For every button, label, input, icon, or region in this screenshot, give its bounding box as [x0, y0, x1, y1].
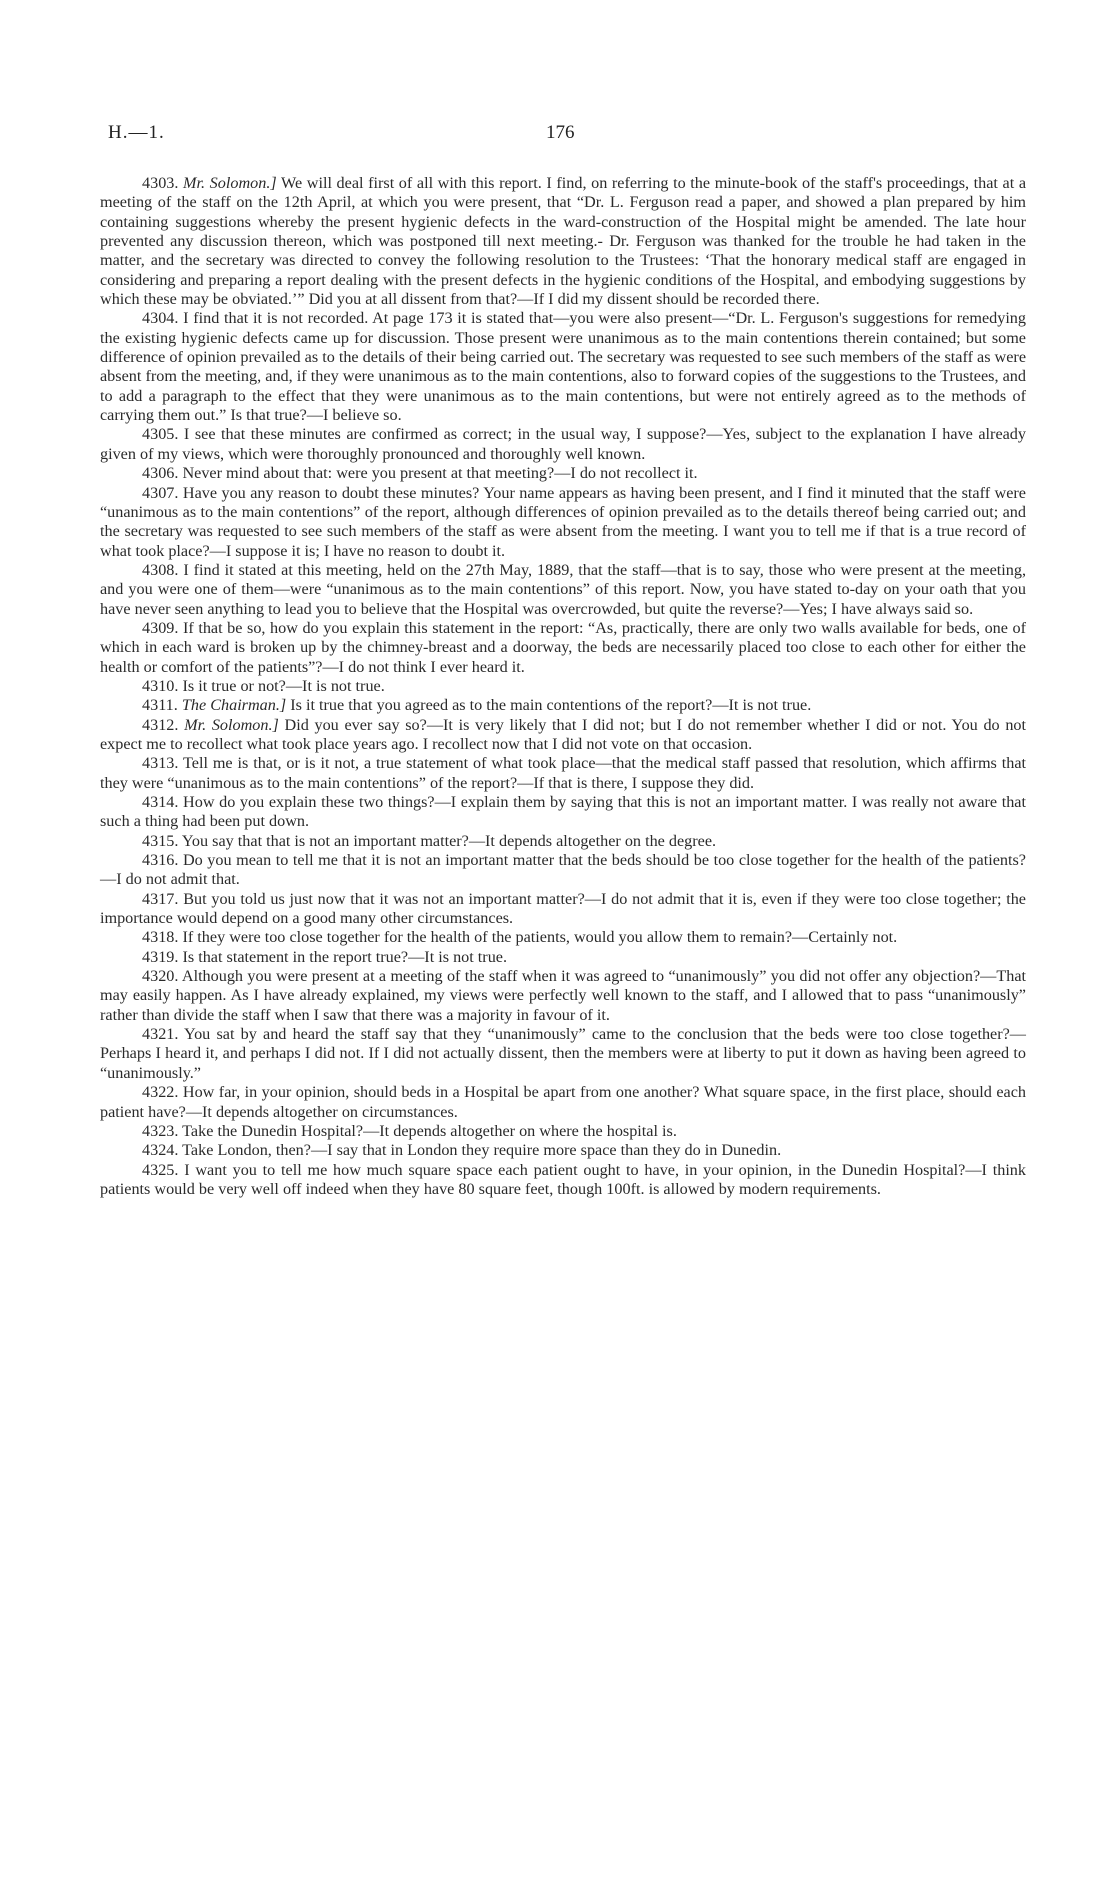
question-text: We will deal first of all with this report. I find, on referring to the minute-book of the staff's proceedings, that at a meeting of the staff on the 12th April, at which you were present, that “Dr. L. Ferguson read a paper, and showed a plan prepared by him containing suggestions whereby the present hygienic defects in the ward-construction of the Hospital might be amended. The late hour prevented any discussion thereon, which was postponed till next meeting.- Dr. Ferguson was thanked for the trouble he had taken in the matter, and the secretary was directed to convey the following resolution to the Trustees: ‘That the honorary medical staff are engaged in considering and preparing a report dealing with the present defects in the hygienic conditions of the Hospital, and embodying suggestions by which these may be obviated.’” Did you at all dissent from that?—If I did my dissent should be recorded there.: [100, 174, 1027, 309]
question-number: 4312.: [142, 715, 179, 734]
question-4304: [100, 309, 1026, 425]
speaker: Mr. Solomon.]: [183, 174, 277, 192]
question-number: 4323.: [142, 1121, 179, 1140]
question-number: 4306.: [142, 464, 179, 483]
transcript-body: [100, 174, 1026, 1199]
question-text: But you told us just now that it was not an important matter?—I do not admit that it is, even if they were too close together; the importance would depend on a good many other circumstances.: [100, 889, 1026, 928]
question-text: How far, in your opinion, should beds in a Hospital be apart from one another? What square space, in the first place, should each patient have?—It depends altogether on circumstances.: [100, 1083, 1026, 1121]
question-number: 4314.: [142, 793, 179, 811]
question-number: 4319.: [142, 947, 179, 966]
question-number: 4310.: [142, 676, 179, 695]
question-text: Is it true that you agreed as to the main contentions of the report?—It is not true.: [286, 696, 812, 715]
question-4320: [100, 967, 1026, 1025]
question-text: Have you any reason to doubt these minutes? Your name appears as having been present, and I find it minuted that the staff were “unanimous as to the main contentions” of the report, although differences of opinion prevailed as to the details thereof being carried out; and the secretary was requested to see such members of the staff as were absent from the meeting. I want you to tell me if that is a true record of what took place?—I suppose it is; I have no reason to doubt it.: [100, 483, 1026, 560]
question-number: 4304.: [142, 309, 179, 328]
question-number: 4321.: [142, 1025, 179, 1044]
question-4306: [100, 464, 1026, 483]
page-number: 176: [546, 122, 575, 143]
speaker: Mr. Solomon.]: [184, 715, 279, 734]
question-4316: [100, 851, 1026, 890]
question-text: If that be so, how do you explain this statement in the report: “As, practically, there are only two walls available for beds, one of which in each ward is broken up by the chimney-breast and a doorway, the beds are necessarily placed too close to each other for either the health or comfort of the patients”?—I do not think I ever heard it.: [100, 618, 1026, 676]
question-number: 4320.: [142, 967, 179, 986]
question-text: Is that statement in the report true?—It is not true.: [178, 947, 508, 966]
question-4309: [100, 619, 1026, 677]
question-text: Do you mean to tell me that it is not an important matter that the beds should be too close together for the health of the patients?—I do not admit that.: [100, 851, 1026, 889]
question-number: 4322.: [142, 1083, 179, 1102]
question-4315: [100, 832, 1026, 851]
question-text: Although you were present at a meeting of the staff when it was agreed to “unanimously” you did not offer any objection?—That may easily happen. As I have already explained, my views were perfectly well known to the staff, and I allowed that to pass “unanimously” rather than divide the staff when I saw that there was a majority in favour of it.: [100, 967, 1026, 1024]
question-number: 4305.: [142, 425, 179, 444]
question-4317: [100, 890, 1026, 929]
question-text: How do you explain these two things?—I explain them by saying that this is not an important matter. I was really not aware that such a thing had been put down.: [100, 793, 1026, 831]
question-text: Did you ever say so?—It is very likely that I did not; but I do not remember whether I did or not. You do not expect me to recollect what took place years ago. I recollect now that I did not vote on that occasion.: [100, 715, 1027, 753]
question-text: Never mind about that: were you present at that meeting?—I do not recollect it.: [178, 464, 698, 483]
question-number: 4318.: [142, 928, 179, 947]
report-reference: H.—1.: [108, 122, 165, 143]
question-4312: [100, 716, 1026, 755]
question-number: 4307.: [142, 483, 179, 502]
question-text: I see that these minutes are confirmed as correct; in the usual way, I suppose?—Yes, subject to the explanation I have already given of my views, which were thoroughly pronounced and thoroughly well known.: [100, 425, 1026, 463]
speaker: The Chairman.]: [181, 696, 287, 715]
question-text: Take the Dunedin Hospital?—It depends altogether on where the hospital is.: [178, 1121, 677, 1140]
question-text: I find that it is not recorded. At page 173 it is stated that—you were also present—“Dr. L. Ferguson's suggestions for remedying the existing hygienic defects came up for discussion. Those present were unanimous as to the main contentions therein contained; but some difference of opinion prevailed as to the details of their being carried out. The secretary was requested to see such members of the staff as were absent from the meeting, and, if they were unanimous as to the main contentions, also to forward copies of the suggestions to the Trustees, and to add a paragraph to the effect that they were unanimous as to the main contentions, but were not entirely agreed as to the methods of carrying them out.” Is that true?—I believe so.: [100, 309, 1026, 425]
question-number: 4317.: [142, 889, 179, 908]
question-number: 4309.: [142, 618, 179, 637]
question-4324: [100, 1141, 1026, 1160]
question-text: Is it true or not?—It is not true.: [178, 676, 385, 695]
question-4307: [100, 484, 1026, 561]
question-text: Take London, then?—I say that in London they require more space than they do in Dunedin.: [178, 1141, 782, 1160]
question-4308: [100, 561, 1026, 619]
question-4322: [100, 1083, 1026, 1122]
question-text: I find it stated at this meeting, held on the 27th May, 1889, that the staff—that is to say, those who were present at the meeting, and you were one of them—were “unanimous as to the main contentions” of this report. Now, you have stated to-day on your oath that you have never seen anything to lead you to believe that the Hospital was overcrowded, but quite the reverse?—Yes; I have always said so.: [100, 560, 1026, 618]
question-4314: [100, 793, 1026, 832]
question-number: 4325.: [142, 1160, 179, 1179]
question-number: 4316.: [142, 851, 179, 870]
question-text: Tell me is that, or is it not, a true statement of what took place—that the medical staff passed that resolution, which affirms that they were “unanimous as to the main contentions” of the report?—If that is there, I suppose they did.: [100, 754, 1026, 792]
question-text: I want you to tell me how much square space each patient ought to have, in your opinion, in the Dunedin Hospital?—I think patients would be very well off indeed when they have 80 square feet, though 100ft. is allowed by modern requirements.: [100, 1160, 1026, 1198]
page-header: [108, 122, 1026, 152]
question-number: 4308.: [142, 560, 179, 579]
question-text: You say that that is not an important matter?—It depends altogether on the degree.: [178, 831, 717, 850]
question-4303: [100, 174, 1026, 309]
question-4310: [100, 677, 1026, 696]
question-text: You sat by and heard the staff say that they “unanimously” came to the conclusion that the beds were too close together?—Perhaps I heard it, and perhaps I did not. If I did not actually dissent, then the members were at liberty to put it down as having been agreed to “unanimously.”: [100, 1025, 1026, 1082]
question-4313: [100, 754, 1026, 793]
question-number: 4311.: [142, 696, 178, 715]
question-text: If they were too close together for the health of the patients, would you allow them to remain?—Certainly not.: [178, 928, 898, 947]
question-4305: [100, 425, 1026, 464]
question-number: 4324.: [142, 1141, 179, 1160]
question-4321: [100, 1025, 1026, 1083]
question-4318: [100, 928, 1026, 947]
question-number: 4303.: [142, 174, 179, 192]
question-4319: [100, 948, 1026, 967]
question-4325: [100, 1161, 1026, 1200]
question-number: 4315.: [142, 831, 179, 850]
question-number: 4313.: [142, 754, 179, 773]
question-4311: [100, 696, 1026, 715]
question-4323: [100, 1122, 1026, 1141]
